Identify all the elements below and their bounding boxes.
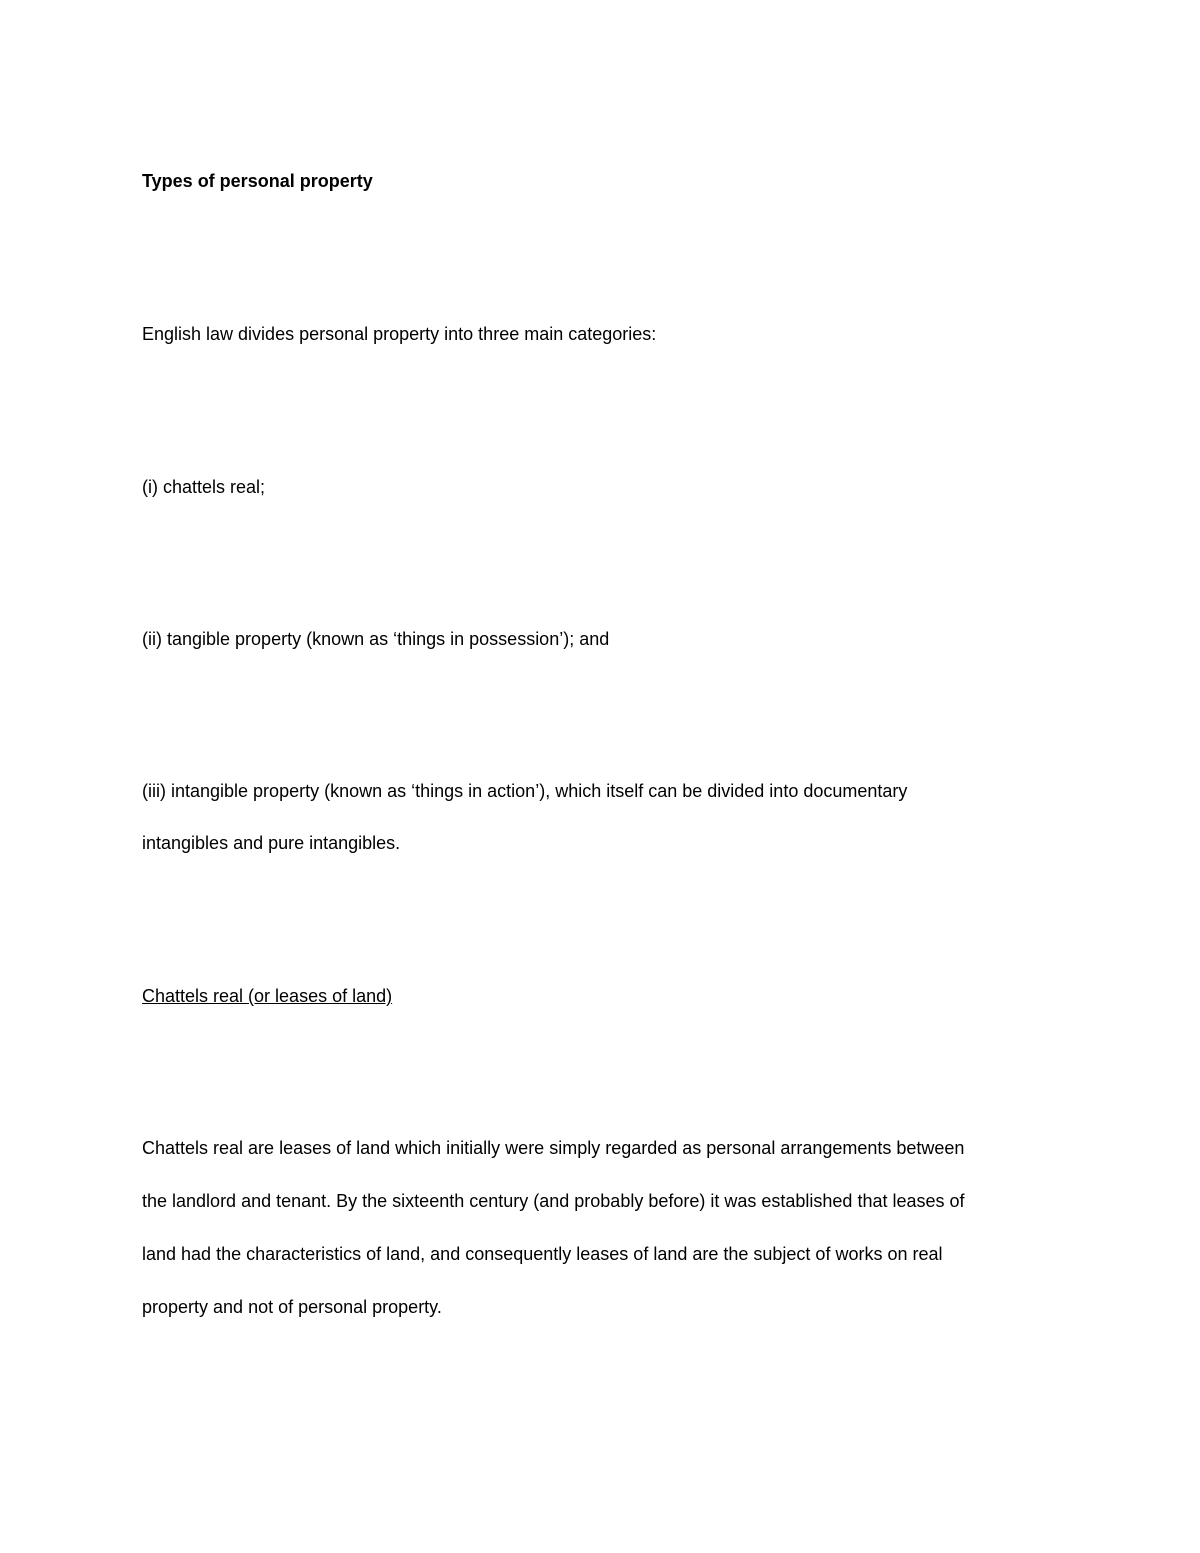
document-title: Types of personal property	[142, 171, 373, 191]
section-paragraph-line: property and not of personal property.	[142, 1297, 442, 1317]
category-item-iii-continuation: intangibles and pure intangibles.	[142, 833, 401, 853]
section-paragraph-line: Chattels real are leases of land which initially were simply regarded as personal arrangements between	[142, 1138, 965, 1158]
category-item-ii: (ii) tangible property (known as ‘things in possession’); and	[142, 629, 610, 649]
intro-paragraph: English law divides personal property into three main categories:	[142, 324, 657, 344]
section-paragraph-line: the landlord and tenant. By the sixteenth century (and probably before) it was established that leases of	[142, 1191, 965, 1211]
category-item-iii: (iii) intangible property (known as ‘things in action’), which itself can be divided into documentary	[142, 781, 908, 801]
section-heading: Chattels real (or leases of land)	[142, 986, 393, 1006]
section-paragraph-line: land had the characteristics of land, and consequently leases of land are the subject of works on real	[142, 1244, 943, 1264]
category-item-i: (i) chattels real;	[142, 477, 266, 497]
